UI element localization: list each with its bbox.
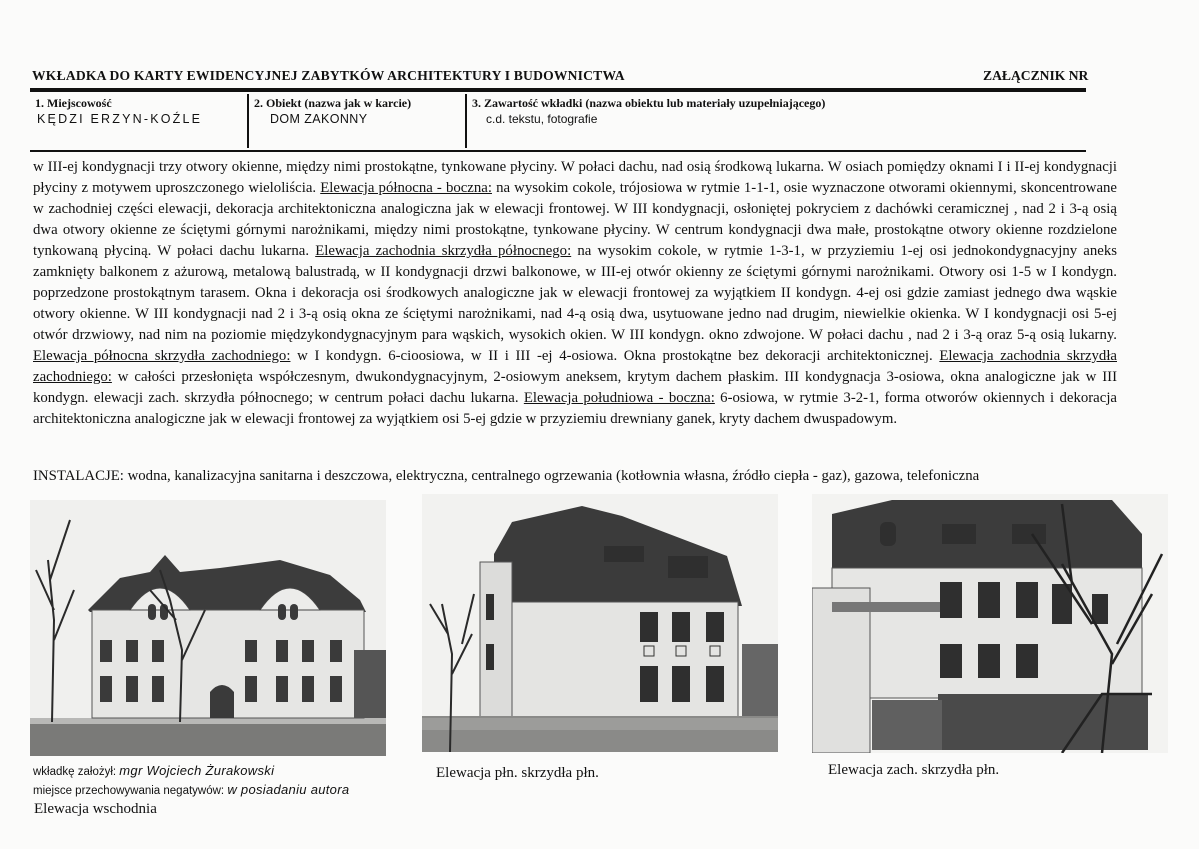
negatives-value: w posiadaniu autora — [227, 782, 350, 797]
description-text — [33, 157, 1117, 430]
field-object-label: 2. Obiekt (nazwa jak w karcie) — [254, 96, 412, 110]
attachment-label: ZAŁĄCZNIK NR — [983, 68, 1089, 83]
heading-north-elevation: Elewacja północna - boczna: — [320, 180, 492, 196]
author-label: wkładkę założył: — [33, 766, 120, 778]
field-locality — [30, 94, 249, 148]
heading-west-elevation-north-wing: Elewacja zachodnia skrzydła północnego: — [315, 243, 572, 259]
photo-west-wing-elevation — [812, 494, 1168, 753]
text-segment: na wysokim cokole, trójosiowa w rytmie 1-1-1, osie wyznaczone otworami okiennymi, skoncentrowane w zachodniej części elewacji, dekoracja architektoniczna analogiczna jak w elewacji frontowej. W III kondygnacji, osłoniętej pokryciem z dachówki ceramicznej , nad 2 i 3-ą osią dwa otwory okienne ze ściętymi górnymi narożnikami, między nimi prostokątne, tynkowane płyciny. W centrum kondygnacji dwa małe, prostokątne otwory okienne rozdzielone tynkowaną płyciną. W połaci dachu lukarna. — [33, 180, 1117, 259]
heading-south-elevation: Elewacja południowa - boczna: — [523, 390, 715, 406]
photo3-caption: Elewacja zach. skrzydła płn. — [828, 762, 1000, 778]
photo-north-wing-elevation — [422, 494, 778, 752]
field-locality-value: KĘDZI ERZYN-KOŹLE — [37, 112, 203, 126]
header-rule — [30, 88, 1086, 92]
text-segment: w III-ej kondygnacji trzy otwory okienne, między nimi prostokątne, tynkowane płyciny. W połaci dachu, nad osią środkową lukarna. W osiach pomiędzy oknami I i II-ej kondygnacji płyciny z motywem uproszczonego wieloliścia. — [33, 159, 1117, 196]
text-segment: 6-osiowa, w rytmie 3-2-1, forma otworów okiennych i dekoracja architektoniczna analogiczne jak w elewacji frontowej za wyjątkiem osi 5-ej gdzie w przyziemiu drewniany ganek, kryty dachem dwuspadowym. — [33, 390, 1117, 427]
installations-line: INSTALACJE: wodna, kanalizacyjna sanitarna i deszczowa, elektryczna, centralnego ogrzewania (kotłownia własna, źródło ciepła - gaz), gazowa, telefoniczna — [33, 468, 980, 484]
author-caption — [33, 763, 274, 778]
field-contents-label: 3. Zawartość wkładki (nazwa obiektu lub materiały uzupełniającego) — [472, 96, 826, 110]
text-segment: w I kondygn. 6-cioosiowa, w II i III -ej 4-osiowa. Okna prostokątne bez dekoracji architektonicznej. — [290, 348, 940, 364]
field-object-value: DOM ZAKONNY — [270, 112, 368, 126]
text-segment: w całości przesłonięta współczesnym, dwukondygnacyjnym, 2-osiowym aneksem, krytym dachem płaskim. III kondygnacja 3-osiowa, okna analogiczne jak w III kondygn. elewacji zach. skrzydła północnego; w centrum połaci dachu lukarna. — [33, 369, 1117, 406]
text-segment: na wysokim cokole, w rytmie 1-3-1, w przyziemiu 1-ej osi jednokondygnacyjny aneks zamknięty balkonem z ażurową, metalową balustradą, w II kondygnacji drzwi balkonowe, w III-ej otwór okienny ze ściętymi górnymi narożnikami. Otwory osi 1-5 w I kondygn. poprzedzone prostokątnym tarasem. Okna i dekoracja osi środkowych analogiczne jak w elewacji frontowej za wyjątkiem II kondygn. 4-ej osi gdzie zamiast jednego dwa wąskie otwory okienne. W III kondygnacji nad 2 i 3-ą osią okna ze ściętymi narożnikami, nad 4-ą osią dwa, usytuowane jedno nad drugim, niewielkie okienka. W I kondygnacji osi 5-ej otwór drzwiowy, nad nim na poziomie międzykondygnacyjnym para wąskich, wysokich okien. W III kondygn. okno zdwojone. W połaci dachu , nad 2 i 3-ą oraz 5-ą osią lukarny. — [33, 243, 1117, 343]
photo2-caption: Elewacja płn. skrzydła płn. — [436, 765, 599, 781]
author-name: mgr Wojciech Żurakowski — [119, 763, 275, 778]
heading-west-elevation-west-wing: Elewacja zachodnia skrzydła zachodniego: — [33, 348, 1117, 385]
field-contents — [467, 94, 1086, 148]
form-fields-row — [30, 94, 1086, 148]
field-locality-label: 1. Miejscowość — [35, 96, 112, 110]
negatives-label: miejsce przechowywania negatywów: — [33, 785, 228, 797]
form-title: WKŁADKA DO KARTY EWIDENCYJNEJ ZABYTKÓW ARCHITEKTURY I BUDOWNICTWA — [32, 68, 625, 83]
field-contents-value: c.d. tekstu, fotografie — [486, 112, 598, 126]
photo1-caption: Elewacja wschodnia — [34, 801, 157, 817]
negatives-caption — [33, 782, 349, 797]
field-object — [249, 94, 467, 148]
fields-bottom-rule — [30, 150, 1086, 152]
heading-north-elevation-west-wing: Elewacja północna skrzydła zachodniego: — [33, 348, 291, 364]
photo-east-elevation — [30, 500, 386, 756]
